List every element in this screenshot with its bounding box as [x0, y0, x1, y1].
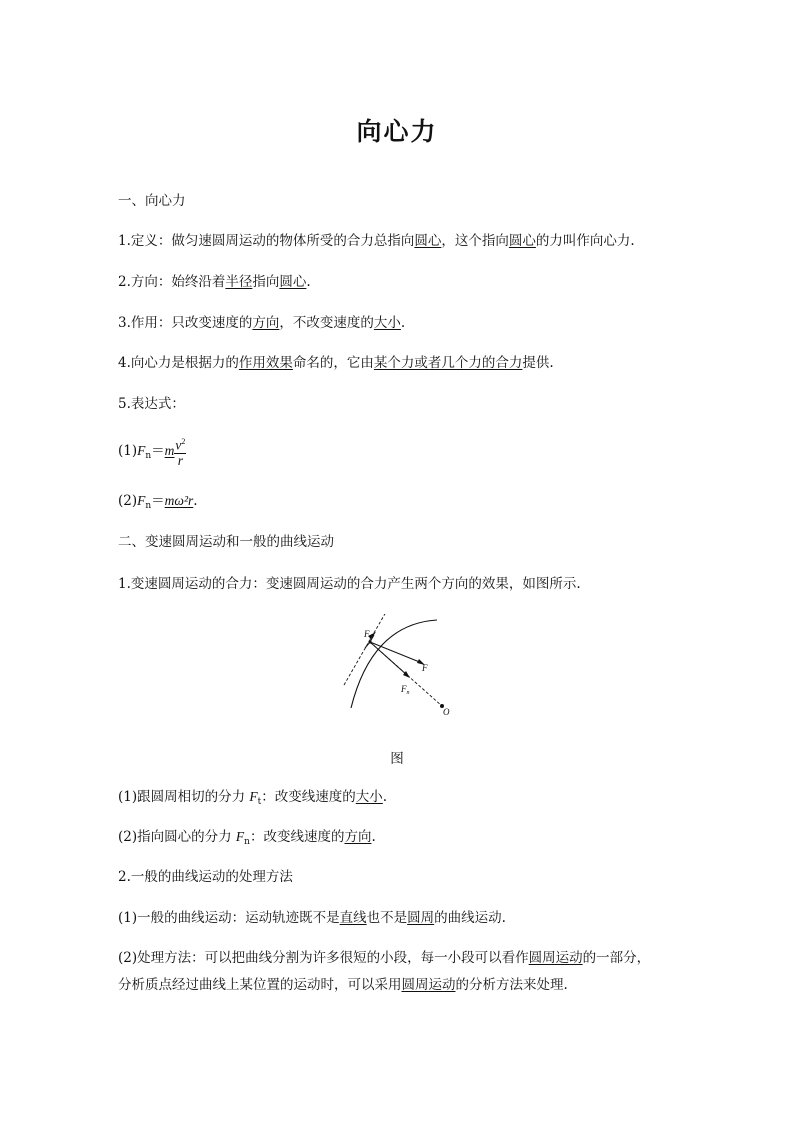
force-symbol: F [137, 443, 146, 458]
text: 3.作用：只改变速度的 [118, 315, 253, 331]
answer-underlined: 作用效果 [238, 355, 293, 371]
resultant-force-arrow [370, 642, 422, 663]
equals-sign: ＝ [151, 493, 165, 509]
mass-symbol: m [164, 443, 175, 458]
general-curve-definition [118, 908, 506, 928]
formula-index: (2) [118, 493, 138, 509]
text: . [400, 315, 406, 331]
figure-caption: 图 [390, 751, 404, 767]
answer-underlined: 大小 [355, 789, 383, 805]
answer-underlined: 某个力或者几个力的合力 [373, 355, 523, 371]
velocity-symbol: v [175, 437, 182, 453]
text: (1)一般的曲线运动：运动轨迹既不是 [118, 910, 340, 926]
force-symbol: F [235, 829, 245, 844]
answer-underlined: mω²r [164, 493, 194, 508]
formula-1 [118, 434, 186, 473]
answer-underlined: 半径 [225, 274, 253, 290]
label-fn: $F_n$ [401, 684, 410, 696]
text: 也不是 [366, 910, 408, 926]
text: 提供. [522, 355, 554, 371]
general-curve-heading: 2.一般的曲线运动的处理方法 [118, 869, 293, 885]
formula-index: (1) [118, 443, 138, 459]
force-symbol: F [137, 493, 146, 508]
answer-underlined: 圆周 [407, 910, 435, 926]
section-heading-1: 一、向心力 [118, 193, 186, 209]
answer-underlined: 方向 [252, 315, 280, 331]
text: ：改变线速度的 [261, 789, 356, 805]
label-o: O [443, 707, 450, 717]
variable-circular-paragraph: 1.变速圆周运动的合力：变速圆周运动的合力产生两个方向的效果，如图所示. [118, 576, 581, 592]
tangential-component-paragraph [118, 787, 387, 812]
label-f: F [422, 663, 428, 673]
answer-underlined: 直线 [339, 910, 367, 926]
text: 4.向心力是根据力的 [118, 355, 239, 371]
method-paragraph-line-2 [118, 975, 568, 995]
fraction [174, 435, 186, 468]
effect-paragraph [118, 313, 405, 333]
text: 的曲线运动. [434, 910, 506, 926]
definition-paragraph [118, 231, 635, 251]
tangent-line [344, 614, 386, 685]
answer-underlined: 方向 [344, 829, 372, 845]
text: 2.方向：始终沿着 [118, 274, 226, 290]
equals-sign: ＝ [151, 443, 165, 459]
answer-underlined: 圆心 [414, 233, 442, 249]
subscript: n [244, 837, 250, 847]
answer-underlined: 圆心 [279, 274, 307, 290]
answer-underlined: 大小 [373, 315, 401, 331]
text: . [382, 789, 388, 805]
answer-underlined: 圆心 [508, 233, 536, 249]
text: 1.定义：做匀速圆周运动的物体所受的合力总指向 [118, 233, 415, 249]
normal-force-arrow [370, 642, 408, 676]
normal-component-paragraph [118, 827, 376, 852]
method-paragraph-line-1 [118, 948, 650, 968]
answer-underlined: 圆周运动 [528, 950, 583, 966]
text: ：改变线速度的 [249, 829, 345, 845]
text: (2)指向圆心的分力 [118, 829, 236, 845]
text: 的一部分， [582, 950, 651, 966]
text: (2)处理方法：可以把曲线分割为许多很短的小段，每一小段可以看作 [118, 950, 529, 966]
subscript: t [257, 797, 262, 807]
expression-heading: 5.表达式： [118, 396, 185, 412]
text: . [306, 274, 311, 290]
text: 的分析方法来处理. [455, 977, 568, 993]
exponent: 2 [181, 437, 186, 447]
text: (1)跟圆周相切的分力 [118, 789, 250, 805]
direction-paragraph [118, 272, 311, 292]
subscript: n [145, 501, 152, 511]
text: ，这个指向 [441, 233, 509, 249]
text: 的力叫作向心力. [535, 233, 635, 249]
text: . [371, 829, 376, 845]
text: . [193, 493, 198, 509]
text: ，不改变速度的 [279, 315, 374, 331]
subscript: n [145, 451, 152, 461]
force-symbol: F [249, 789, 258, 804]
naming-paragraph [118, 353, 554, 373]
answer-underlined: 圆周运动 [401, 977, 456, 993]
force-decomposition-figure [338, 614, 458, 718]
fraction-denominator: r [177, 452, 184, 468]
fraction-numerator [174, 435, 186, 454]
text: 指向 [252, 274, 280, 290]
section-heading-2: 二、变速圆周运动和一般的曲线运动 [118, 534, 334, 550]
page-title: 向心力 [356, 117, 438, 146]
label-ft: $F_t$ [364, 629, 372, 641]
text: 命名的，它由 [292, 355, 374, 371]
formula-2 [118, 491, 198, 516]
text: 分析质点经过曲线上某位置的运动时，可以采用 [118, 977, 402, 993]
